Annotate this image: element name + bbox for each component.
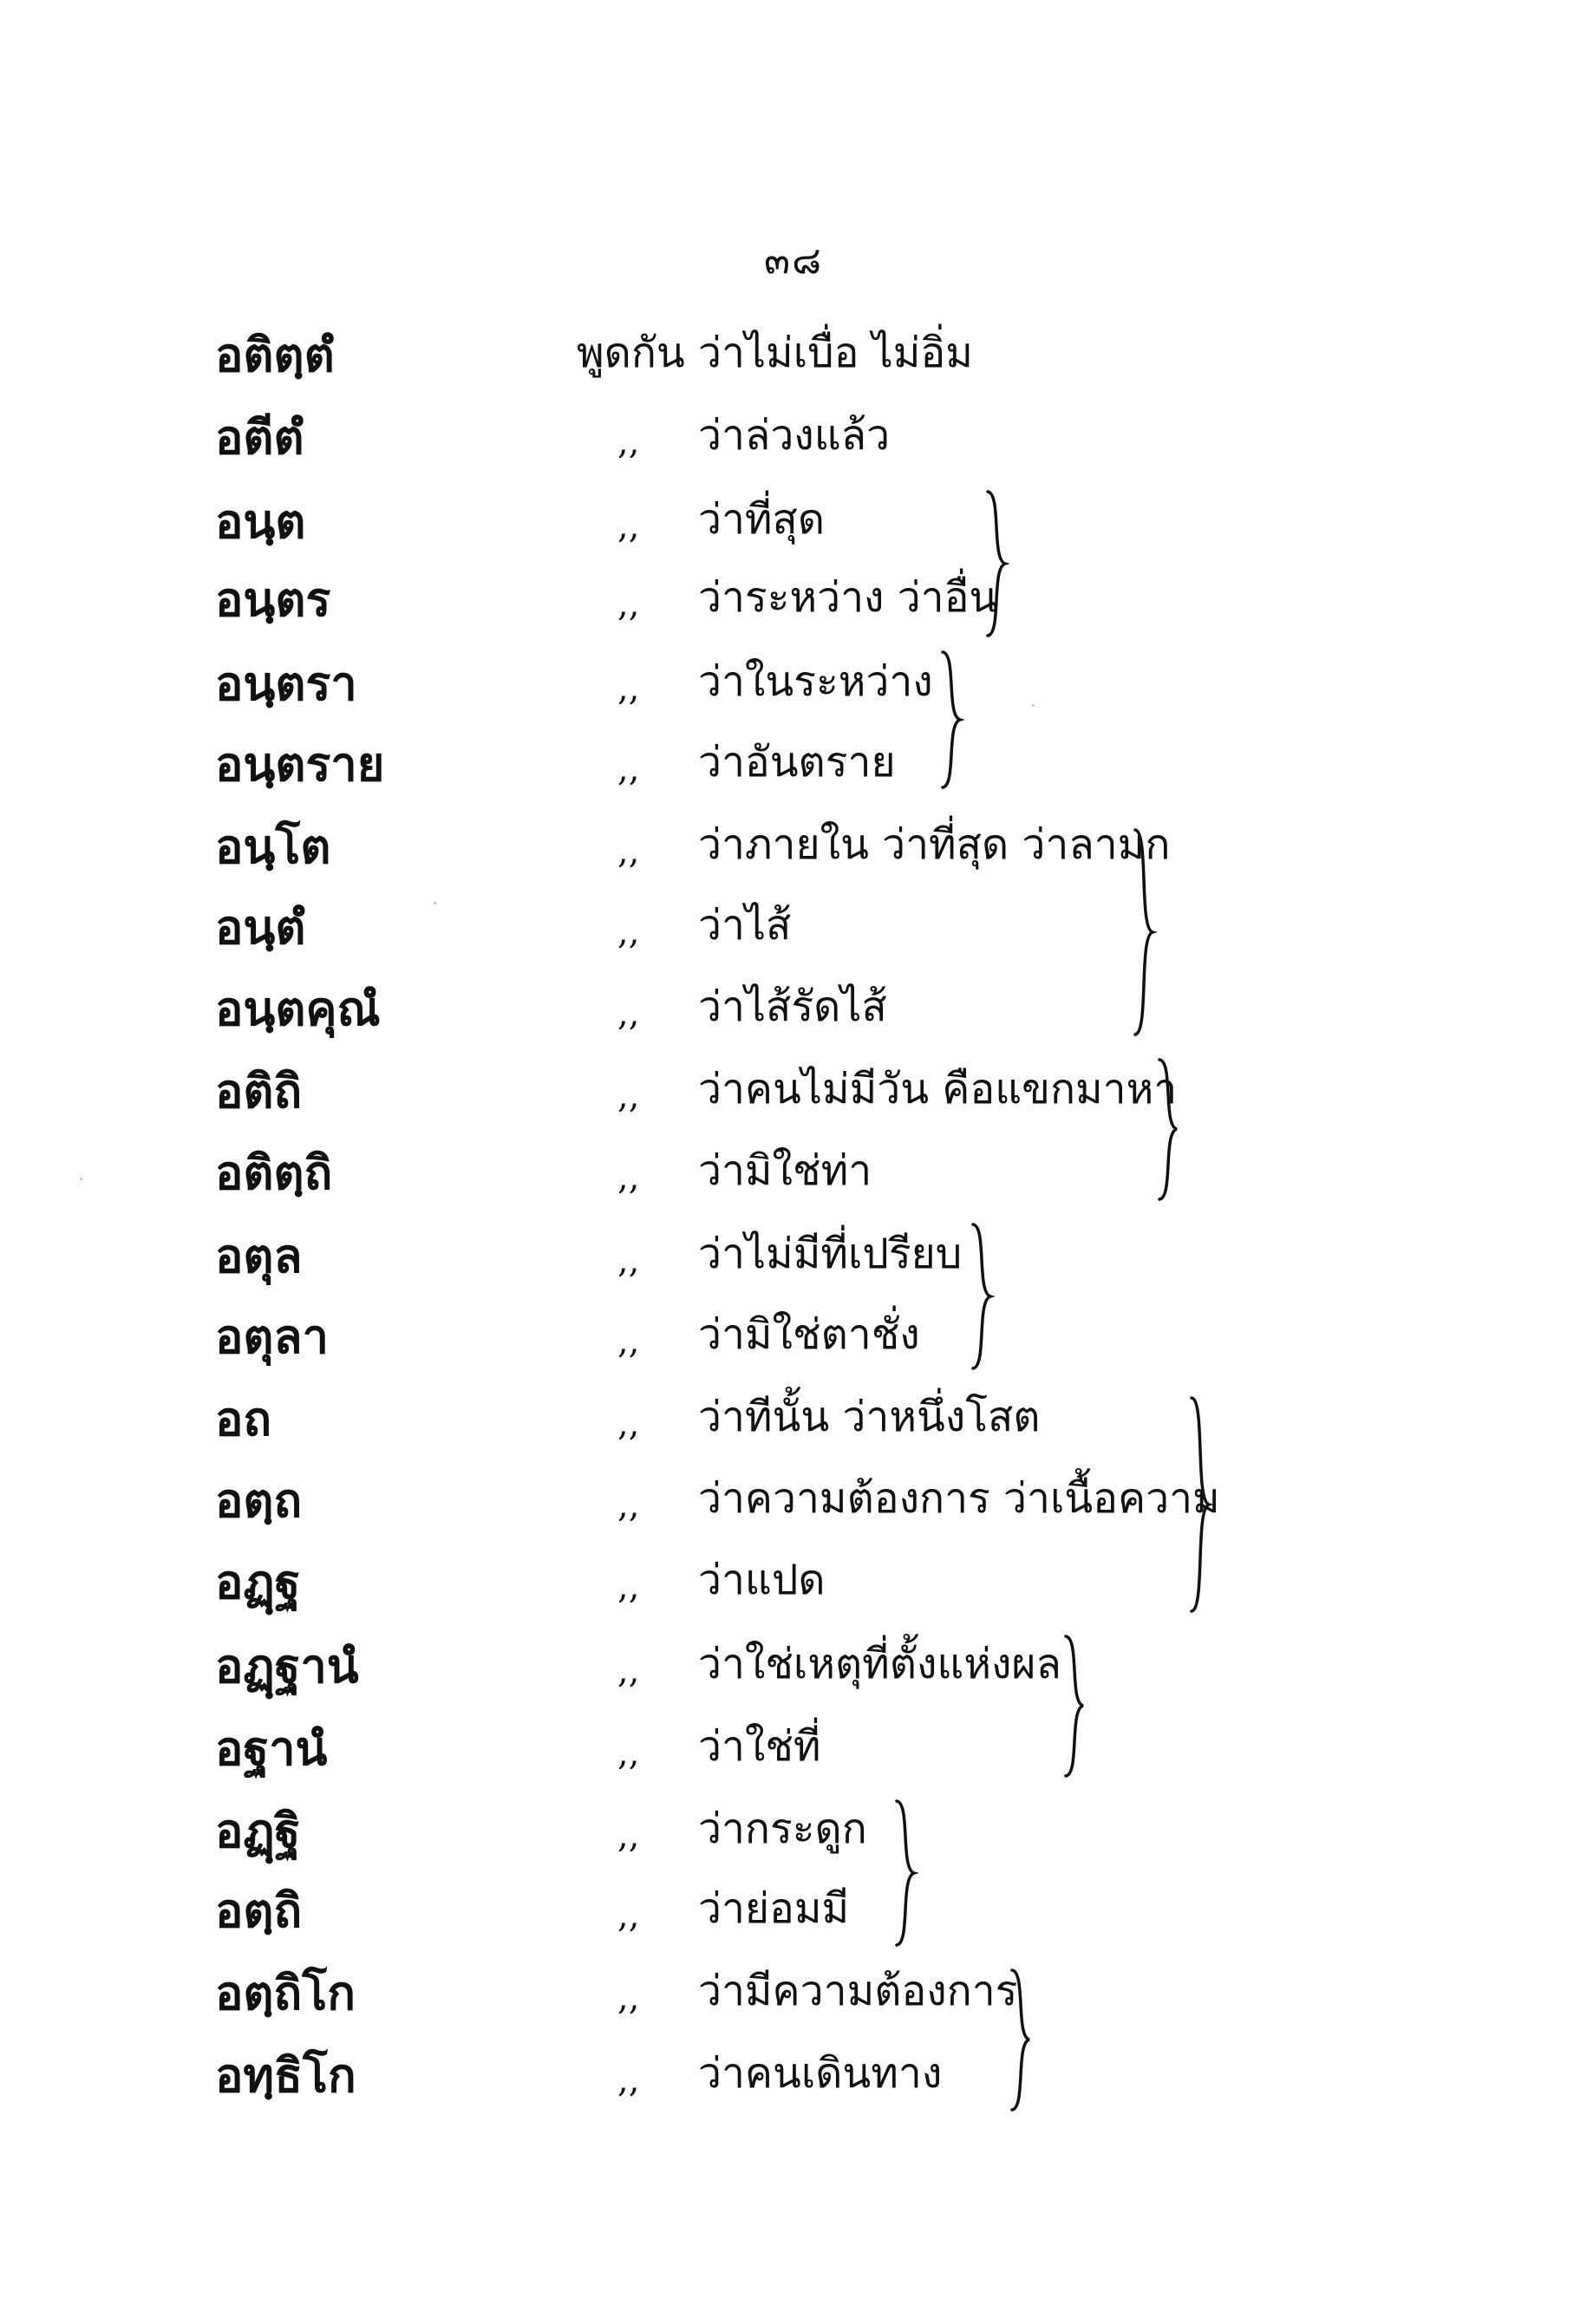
group-brace (984, 490, 1010, 637)
ditto-mark: ,, (617, 422, 640, 462)
scan-speck (1032, 704, 1035, 707)
headword: อตฺถิ (215, 1883, 303, 1938)
ditto-mark: ,, (617, 1322, 640, 1361)
headword: อนฺตร (215, 572, 331, 627)
ditto-mark: ,, (617, 1404, 640, 1444)
ditto-mark: ,, (617, 1651, 640, 1691)
ditto-mark: ,, (617, 994, 640, 1034)
headword: อนฺตคุณํ (215, 982, 381, 1036)
headword: อฐานํ (215, 1721, 328, 1776)
entry-lead: พูดกัน (577, 329, 685, 377)
entry-gloss: ว่ามีความต้องการ (698, 1967, 1018, 2015)
ditto-mark: ,, (617, 1241, 640, 1281)
entry-gloss: ว่าย่อมมี (698, 1884, 850, 1933)
ditto-mark: ,, (617, 1158, 640, 1198)
group-brace (1009, 1968, 1035, 2112)
headword: อทฺธิโก (215, 2048, 356, 2103)
group-brace (970, 1223, 996, 1370)
entry-gloss: ว่าล่วงแล้ว (698, 411, 891, 460)
entry-gloss: ว่าใช่เหตุที่ตั้งแห่งผล (698, 1640, 1061, 1688)
ditto-mark: ,, (617, 506, 640, 546)
ditto-mark: ,, (617, 1733, 640, 1773)
headword: อติถิ (215, 1064, 303, 1119)
headword: อติตฺตํ (215, 328, 335, 382)
entry-gloss: ว่าคนเดินทาง (698, 2049, 943, 2098)
headword: อนฺโต (215, 819, 331, 874)
ditto-mark: ,, (617, 2060, 640, 2100)
ditto-mark: ,, (617, 1076, 640, 1116)
ditto-mark: ,, (617, 1485, 640, 1525)
entry-gloss: ว่ามิใช่ตาชั่ง (698, 1310, 920, 1359)
entry-gloss: ว่าทีนั้น ว่าหนึ่งโสต (698, 1393, 1041, 1441)
scan-speck (80, 1178, 82, 1180)
entry-gloss: ว่าระหว่าง ว่าอื่น (698, 573, 998, 622)
group-brace (939, 650, 965, 789)
entry-gloss: ว่าไส้ (698, 901, 792, 950)
group-brace (1156, 1058, 1182, 1201)
group-brace (893, 1799, 919, 1947)
entry-gloss: ว่าไม่มีที่เปรียบ (698, 1230, 963, 1278)
ditto-mark: ,, (617, 749, 640, 789)
headword: อนฺตํ (215, 900, 306, 955)
entry-gloss: ว่ากระดูก (698, 1805, 867, 1853)
headword: อตฺถ (215, 1473, 303, 1528)
entry-gloss: ว่าที่สุด (698, 495, 826, 544)
headword: อฏฺฐ (215, 1555, 301, 1609)
headword: อถ (215, 1392, 272, 1446)
headword: อฏฺฐานํ (215, 1639, 359, 1694)
scan-speck (434, 902, 436, 904)
headword: อตฺถิโก (215, 1966, 356, 2020)
headword: อนฺต (215, 494, 306, 549)
headword: อตุลา (215, 1309, 329, 1364)
ditto-mark: ,, (617, 669, 640, 708)
entry-gloss: ว่าใช่ที่ (698, 1722, 821, 1771)
ditto-mark: ,, (617, 1816, 640, 1856)
group-brace (1062, 1635, 1088, 1778)
page-number: ๓๘ (763, 238, 824, 283)
headword: อติตฺถิ (215, 1146, 333, 1200)
ditto-mark: ,, (617, 912, 640, 952)
headword: อนฺตราย (215, 737, 385, 792)
group-brace (1188, 1396, 1214, 1613)
entry-gloss: ว่ามิใช่ท่า (698, 1146, 872, 1195)
entry-gloss: ว่าภายใน ว่าที่สุด ว่าลามก (698, 820, 1171, 869)
headword: อตุล (215, 1229, 303, 1283)
headword: อตีตํ (215, 410, 304, 465)
ditto-mark: ,, (617, 1567, 640, 1607)
headword: อฏฺฐิ (215, 1804, 301, 1858)
entry-gloss: ว่าไส้รัดไส้ (698, 982, 887, 1031)
group-brace (1132, 828, 1158, 1036)
entry-gloss: ว่าแปด (698, 1556, 826, 1604)
ditto-mark: ,, (617, 1978, 640, 2018)
entry-gloss: ว่าอันตราย (698, 738, 896, 787)
ditto-mark: ,, (617, 584, 640, 624)
entry-gloss: ว่าคนไม่มีวัน คือแขกมาหา (698, 1065, 1178, 1113)
entry-gloss: ว่าในระหว่าง (698, 657, 933, 706)
headword: อนฺตรา (215, 656, 357, 711)
ditto-mark: ,, (617, 1896, 640, 1936)
ditto-mark: ,, (617, 832, 640, 872)
entry-gloss: ว่าความต้องการ ว่าเนื้อความ (698, 1474, 1220, 1523)
entry-gloss: ว่าไม่เบื่อ ไม่อิ่ม (698, 329, 973, 377)
